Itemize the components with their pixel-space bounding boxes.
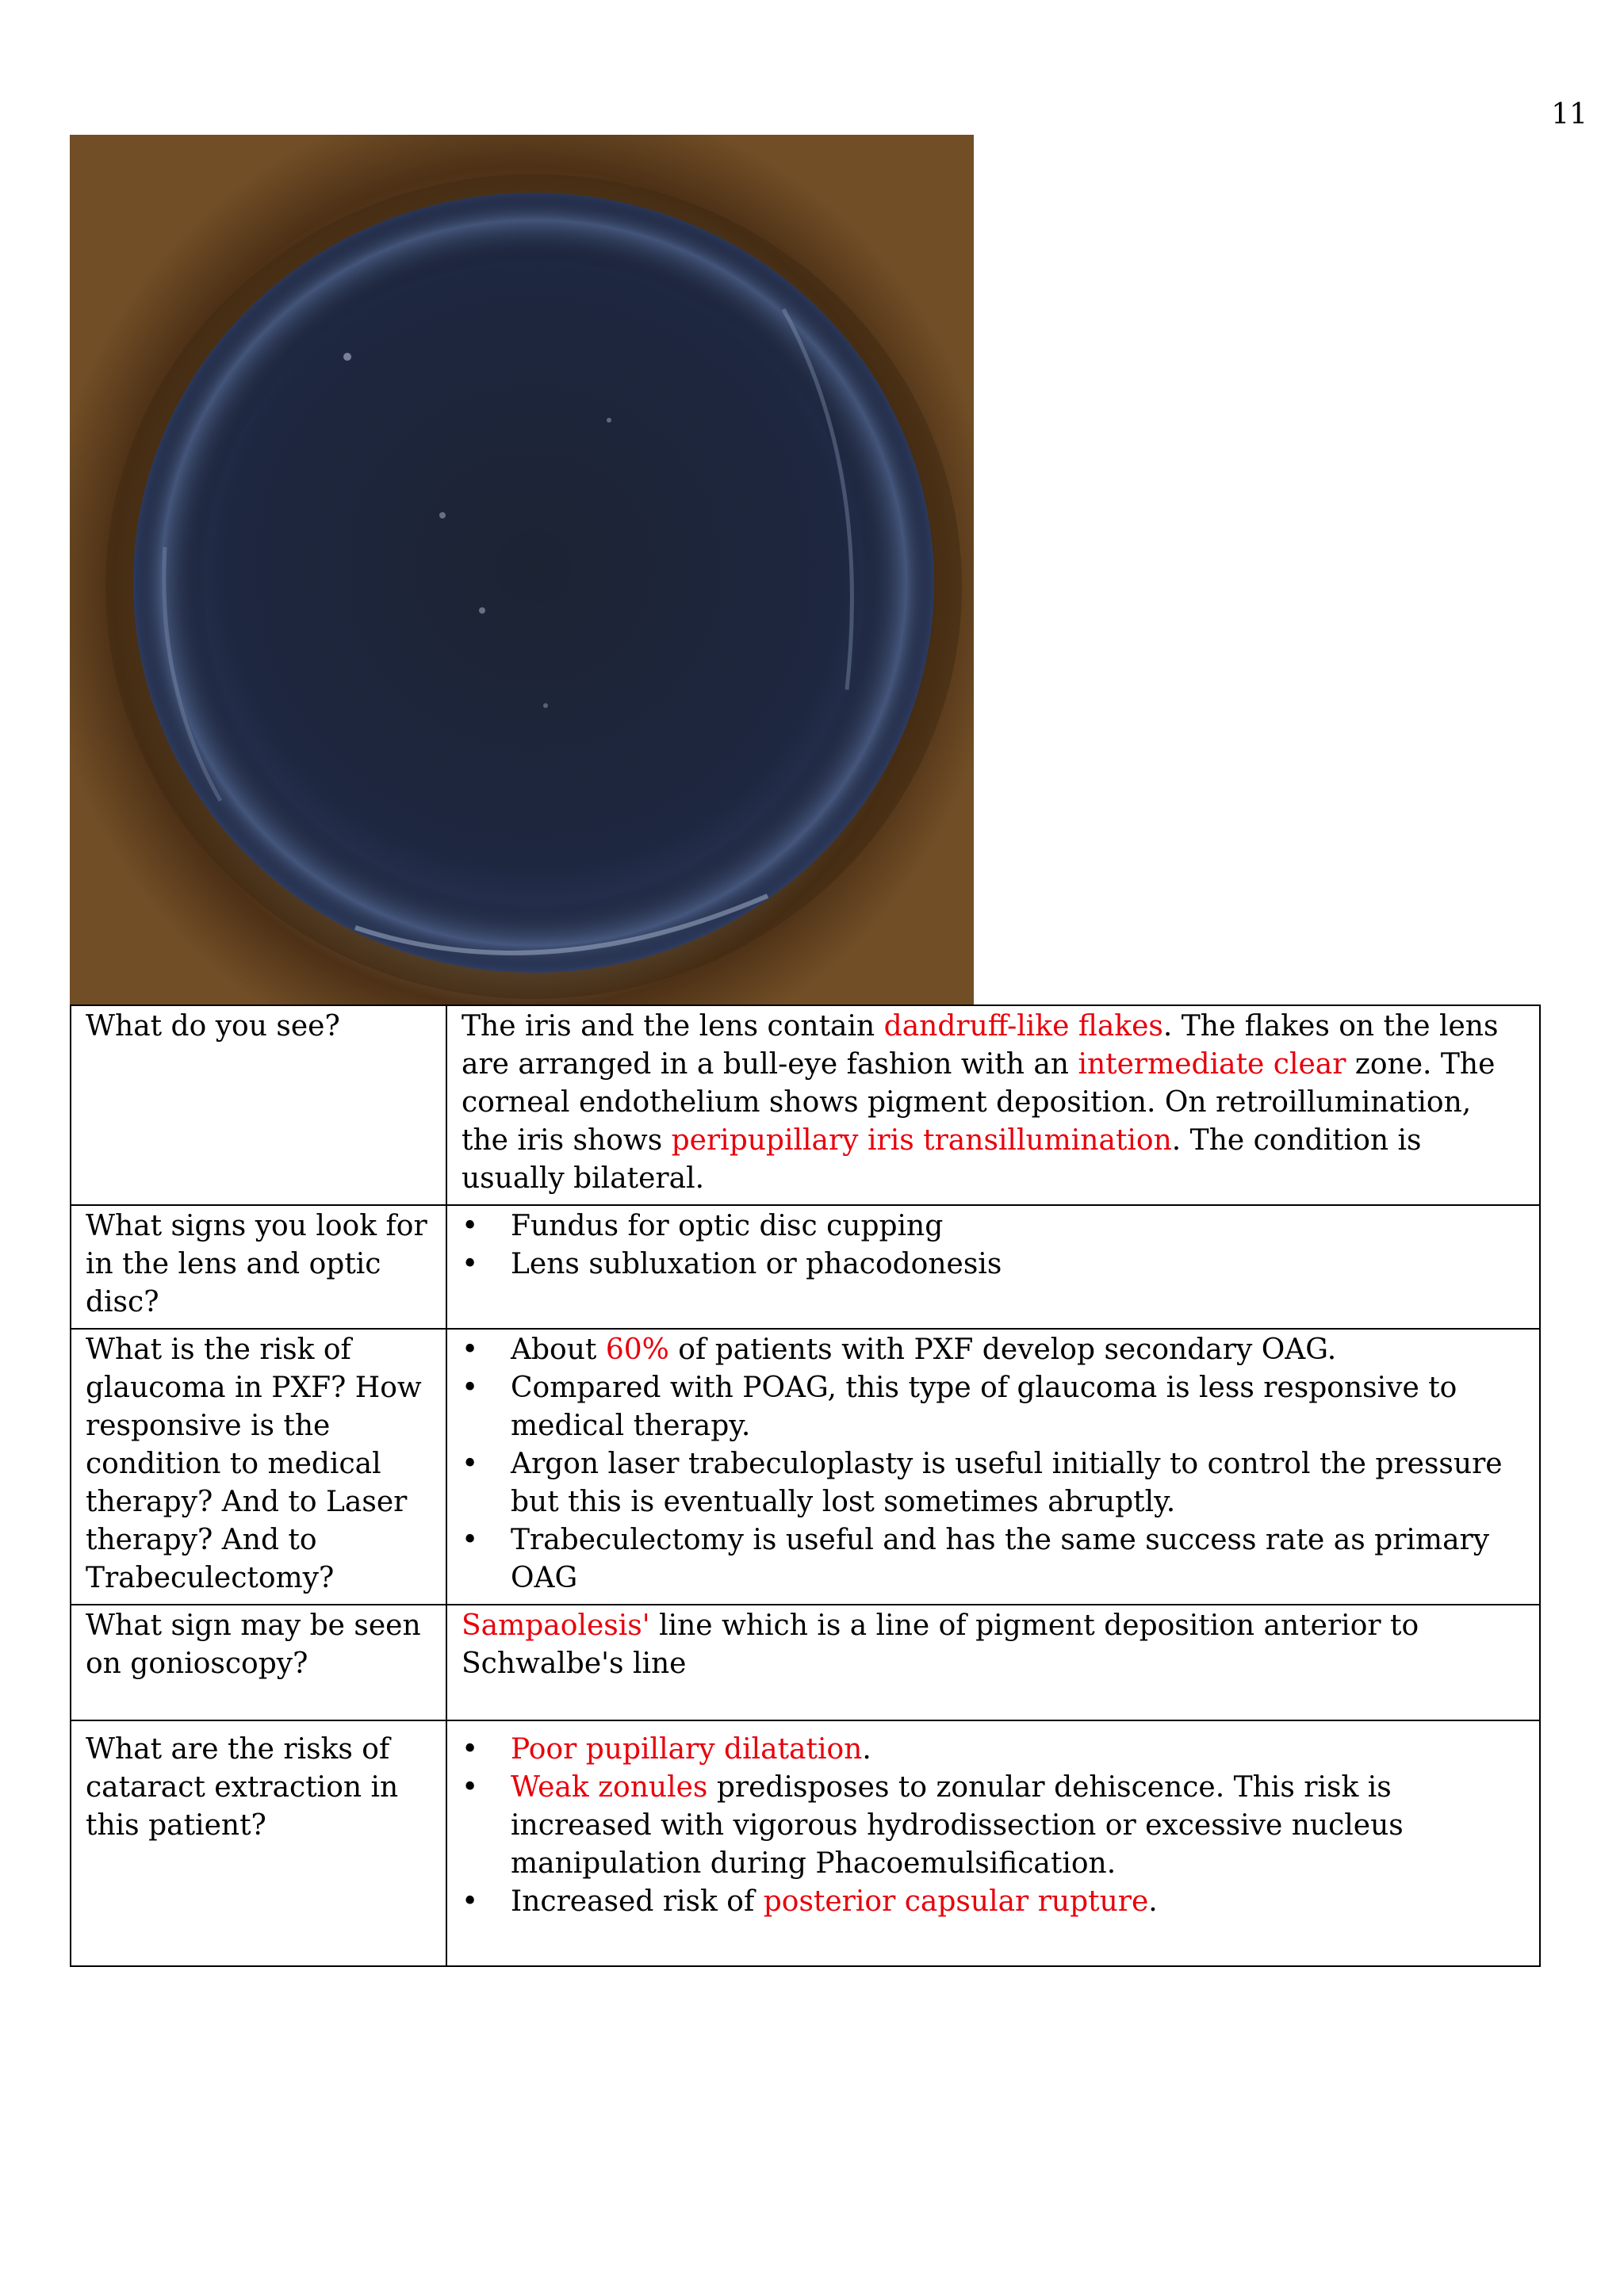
table-row bbox=[71, 1605, 1540, 1720]
answer-cell bbox=[446, 1005, 1540, 1205]
answer-cell bbox=[446, 1720, 1540, 1966]
question-cell: What signs you look for in the lens and optic disc? bbox=[71, 1205, 446, 1329]
list-item bbox=[462, 1331, 1525, 1369]
highlight-text: Poor pupillary dilatation bbox=[511, 1733, 863, 1766]
page-number: 11 bbox=[1551, 98, 1588, 131]
table-row bbox=[71, 1005, 1540, 1205]
answer-text: . bbox=[862, 1733, 871, 1766]
table-row bbox=[71, 1205, 1540, 1329]
question-cell: What do you see? bbox=[71, 1005, 446, 1205]
answer-text: line which is a line of pigment deposition anterior to Schwalbe's line bbox=[462, 1609, 1419, 1680]
bullet-list bbox=[462, 1207, 1525, 1284]
answer-text: . The flakes on the lens are arranged in a bull-eye fashion with an bbox=[462, 1010, 1499, 1081]
pupil-illustration bbox=[70, 135, 974, 1005]
highlight-text: Weak zonules bbox=[511, 1771, 708, 1804]
answer-text: Increased risk of bbox=[511, 1885, 764, 1918]
eye-photograph bbox=[70, 135, 974, 1005]
table-row bbox=[71, 1329, 1540, 1605]
question-cell: What is the risk of glaucoma in PXF? How responsive is the condition to medical therapy? And to Laser therapy? And to Trabeculectomy? bbox=[71, 1329, 446, 1605]
table-row bbox=[71, 1720, 1540, 1966]
list-item: • Fundus for optic disc cupping bbox=[462, 1207, 1525, 1246]
list-item bbox=[462, 1731, 1525, 1769]
answer-text: . bbox=[1148, 1885, 1158, 1918]
answer-text: of patients with PXF develop secondary OAG. bbox=[668, 1334, 1337, 1366]
list-item: • Lens subluxation or phacodonesis bbox=[462, 1246, 1525, 1284]
list-item: • Trabeculectomy is useful and has the same success rate as primary OAG bbox=[462, 1521, 1525, 1598]
highlight-text: Sampaolesis' bbox=[462, 1609, 650, 1642]
highlight-text: dandruff-like flakes bbox=[883, 1010, 1163, 1043]
list-item bbox=[462, 1883, 1525, 1921]
answer-text: predisposes to zonular dehiscence. This risk is increased with vigorous hydrodissection or excessive nucleus manipulation during Phacoemulsification. bbox=[511, 1771, 1404, 1880]
answer-text: About bbox=[511, 1334, 606, 1366]
answer-cell bbox=[446, 1605, 1540, 1720]
highlight-text: 60% bbox=[605, 1334, 669, 1366]
list-item bbox=[462, 1769, 1525, 1883]
question-cell: What are the risks of cataract extraction in this patient? bbox=[71, 1720, 446, 1966]
qa-table bbox=[70, 1004, 1541, 1967]
list-item: • Argon laser trabeculoplasty is useful initially to control the pressure but this is eventually lost sometimes abruptly. bbox=[462, 1445, 1525, 1521]
list-item: • Compared with POAG, this type of glaucoma is less responsive to medical therapy. bbox=[462, 1369, 1525, 1445]
answer-cell bbox=[446, 1329, 1540, 1605]
answer-cell bbox=[446, 1205, 1540, 1329]
highlight-text: posterior capsular rupture bbox=[763, 1885, 1149, 1918]
answer-text: The iris and the lens contain bbox=[462, 1010, 884, 1043]
bullet-list bbox=[462, 1731, 1525, 1921]
highlight-text: peripupillary iris transillumination bbox=[671, 1124, 1172, 1157]
highlight-text: intermediate clear bbox=[1078, 1048, 1346, 1081]
answer-text: zone. The corneal endothelium shows pigment deposition. On retroillumination, the iris shows bbox=[462, 1048, 1496, 1157]
bullet-list bbox=[462, 1331, 1525, 1598]
answer-text: . The condition is usually bilateral. bbox=[462, 1124, 1422, 1195]
question-cell: What sign may be seen on gonioscopy? bbox=[71, 1605, 446, 1720]
